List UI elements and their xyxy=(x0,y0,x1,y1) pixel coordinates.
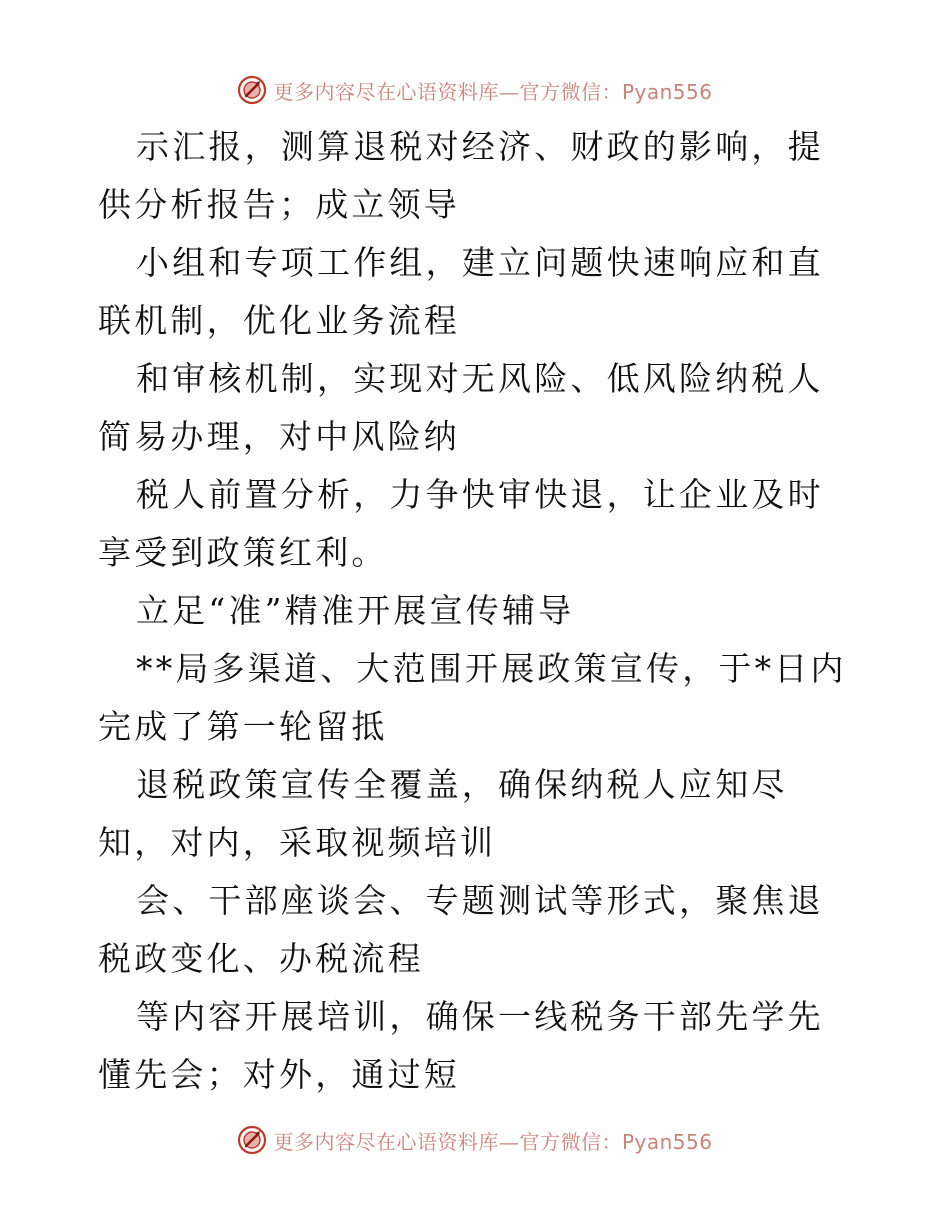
watermark-text xyxy=(273,1126,712,1155)
paragraph: 税人前置分析，力争快审快退，让企业及时享受到政策红利。 xyxy=(98,475,824,572)
watermark-wechat-text: 官方微信：Pyan556 xyxy=(519,1129,713,1154)
paragraph: 示汇报，测算退税对经济、财政的影响，提供分析报告；成立领导 xyxy=(98,127,824,224)
red-seal-logo-icon xyxy=(237,1125,267,1155)
watermark-separator: — xyxy=(498,1129,520,1154)
paragraph: **局多渠道、大范围开展政策宣传，于*日内完成了第一轮留抵 xyxy=(98,649,847,746)
paragraph: 退税政策宣传全覆盖，确保纳税人应知尽知，对内，采取视频培训 xyxy=(98,765,788,862)
header-watermark xyxy=(0,70,950,110)
section-heading: 立足“准”精准开展宣传辅导 xyxy=(136,591,575,630)
paragraph: 等内容开展培训，确保一线税务干部先学先懂先会；对外，通过短 xyxy=(98,997,824,1094)
paragraph: 和审核机制，实现对无风险、低风险纳税人简易办理，对中风险纳 xyxy=(98,359,824,456)
paragraph: 小组和专项工作组，建立问题快速响应和直联机制，优化业务流程 xyxy=(98,243,824,340)
paragraph: 会、干部座谈会、专题测试等形式，聚焦退税政变化、办税流程 xyxy=(98,881,824,978)
red-seal-logo-icon xyxy=(237,75,267,105)
document-body xyxy=(98,118,858,1104)
watermark-text xyxy=(273,76,712,105)
watermark-main-text: 更多内容尽在心语资料库 xyxy=(273,79,499,104)
watermark-main-text: 更多内容尽在心语资料库 xyxy=(273,1129,499,1154)
watermark-separator: — xyxy=(498,79,520,104)
footer-watermark xyxy=(0,1120,950,1160)
watermark-wechat-text: 官方微信：Pyan556 xyxy=(519,79,713,104)
